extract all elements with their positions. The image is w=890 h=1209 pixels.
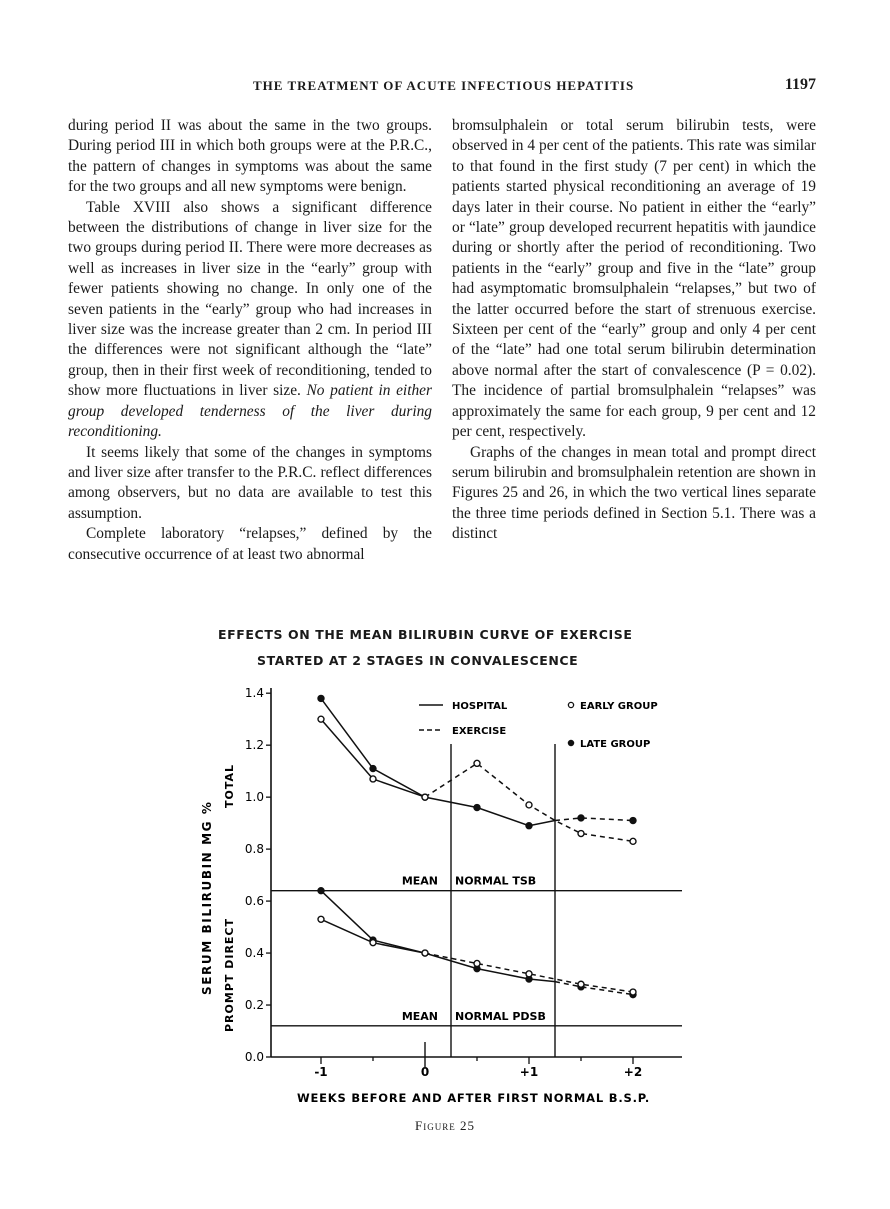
- paragraph: Graphs of the changes in mean total and prompt direct serum bilirubin and bromsulphalein retention are shown in Figures 25 and 26, in which the two vertical lines separate the three time periods defined in Section 5.1. There was a distinct: [452, 443, 816, 543]
- data-point-late: [318, 888, 324, 894]
- y-axis-label-prompt-direct: PROMPT DIRECT: [223, 917, 236, 1032]
- y-tick-label: 1.0: [244, 790, 264, 805]
- paragraph-text: Table XVIII also shows a significant difference between the distributions of change in liver size for the two groups during period II. There were more decreases as well as increases in liver size in the “early” group with fewer patients showing no change. In only one of the seven patients in the “early” group who had increases in liver size was the increase greater than 2 cm. In period III the differences were not significant although the “late” group, then in their first week of reconditioning, tended to show more fluctuations in liver size.: [68, 198, 432, 400]
- data-point-late: [526, 823, 532, 829]
- reference-label-right: NORMAL TSB: [455, 874, 537, 888]
- x-axis-label: WEEKS BEFORE AND AFTER FIRST NORMAL B.S.P.: [297, 1091, 651, 1105]
- series-line-late-prompt_direct: [555, 982, 633, 995]
- figure-title-line-1: EFFECTS ON THE MEAN BILIRUBIN CURVE OF EXERCISE: [218, 627, 633, 642]
- data-point-early: [474, 760, 480, 766]
- data-point-late: [318, 695, 324, 701]
- legend-label: EARLY GROUP: [580, 701, 658, 712]
- legend-marker-open: [568, 702, 573, 707]
- x-tick-label: -1: [314, 1065, 328, 1079]
- data-point-early: [422, 950, 428, 956]
- data-point-late: [630, 818, 636, 824]
- paragraph: Complete laboratory “relapses,” defined by the consecutive occurrence of at least two abnormal: [68, 525, 432, 563]
- y-tick-label: 0.8: [244, 842, 264, 857]
- paragraph: during period II was about the same in the two groups. During period III in which both groups were at the P.R.C., the pattern of changes in symptoms was about the same for the two groups and all new symptoms were benign.: [68, 117, 432, 196]
- y-axis-label-total: TOTAL: [223, 763, 236, 808]
- data-point-early: [422, 794, 428, 800]
- series-line-early-total: [321, 719, 425, 797]
- y-tick-label: 0.0: [244, 1050, 264, 1064]
- data-point-late: [578, 815, 584, 821]
- data-point-early: [318, 916, 324, 922]
- data-point-early: [370, 940, 376, 946]
- y-tick-label: 0.2: [244, 998, 264, 1013]
- legend-label: LATE GROUP: [580, 739, 651, 750]
- data-point-early: [526, 971, 532, 977]
- reference-label-right: NORMAL PDSB: [455, 1009, 546, 1023]
- data-point-early: [526, 802, 532, 808]
- x-tick-label: +1: [519, 1065, 539, 1079]
- data-point-early: [578, 831, 584, 837]
- italic-sentence: No patient in either group developed tenderness of the liver during reconditioning.: [68, 382, 432, 441]
- figure-caption: Figure 25: [415, 1118, 475, 1133]
- data-point-late: [474, 805, 480, 811]
- series-line-early-prompt_direct: [321, 919, 425, 953]
- page-number: 1197: [784, 76, 816, 93]
- paragraph: bromsulphalein or total serum bilirubin tests, were observed in 4 per cent of the patients. This rate was similar to that found in the first study (7 per cent) in which the patients started physical reconditioning an average of 19 days later in their course. No patient in either the “early” or “late” group developed recurrent hepatitis with jaundice during or shortly after the period of reconditioning. Two patients in the “early” group and five in the “late” group had asymptomatic bromsulphalein “relapses,” but two of the latter occurred before the start of strenuous exercise. Sixteen per cent of the “early” group and only 4 per cent of the “late” had one total serum bilirubin determination above normal after the start of convalescence (P = 0.02). The incidence of partial bromsulphalein “relapses” was approximately the same for each group, 9 per cent and 12 per cent, respectively.: [452, 117, 816, 441]
- y-tick-label: 0.6: [244, 894, 264, 909]
- legend-label: HOSPITAL: [452, 701, 508, 712]
- data-point-early: [630, 989, 636, 995]
- legend-label: EXERCISE: [452, 726, 507, 737]
- chart-legend: [419, 701, 658, 750]
- x-tick-label: +2: [623, 1065, 643, 1079]
- series-line-late-prompt_direct: [321, 891, 555, 982]
- reference-label-left: MEAN: [401, 874, 438, 888]
- series-line-late-total: [321, 698, 555, 825]
- data-point-early: [474, 960, 480, 966]
- series-line-late-total: [555, 818, 633, 821]
- y-tick-label: 1.4: [244, 686, 264, 701]
- legend-marker-filled: [568, 740, 573, 745]
- data-point-early: [318, 716, 324, 722]
- data-point-early: [578, 981, 584, 987]
- figure-title-line-2: STARTED AT 2 STAGES IN CONVALESCENCE: [257, 653, 579, 668]
- y-tick-label: 1.2: [244, 738, 264, 753]
- paragraph: It seems likely that some of the changes in symptoms and liver size after transfer to the P.R.C. reflect differences among observers, but no data are available to test this assumption.: [68, 443, 432, 522]
- y-axis-label: SERUM BILIRUBIN MG %: [200, 800, 214, 995]
- data-point-early: [630, 838, 636, 844]
- x-tick-label: 0: [420, 1065, 430, 1079]
- running-title: THE TREATMENT OF ACUTE INFECTIOUS HEPATITIS: [253, 78, 635, 93]
- reference-label-left: MEAN: [401, 1009, 438, 1023]
- data-point-late: [370, 766, 376, 772]
- y-tick-label: 0.4: [244, 946, 264, 961]
- data-point-early: [370, 776, 376, 782]
- reference-lines: [271, 875, 682, 1026]
